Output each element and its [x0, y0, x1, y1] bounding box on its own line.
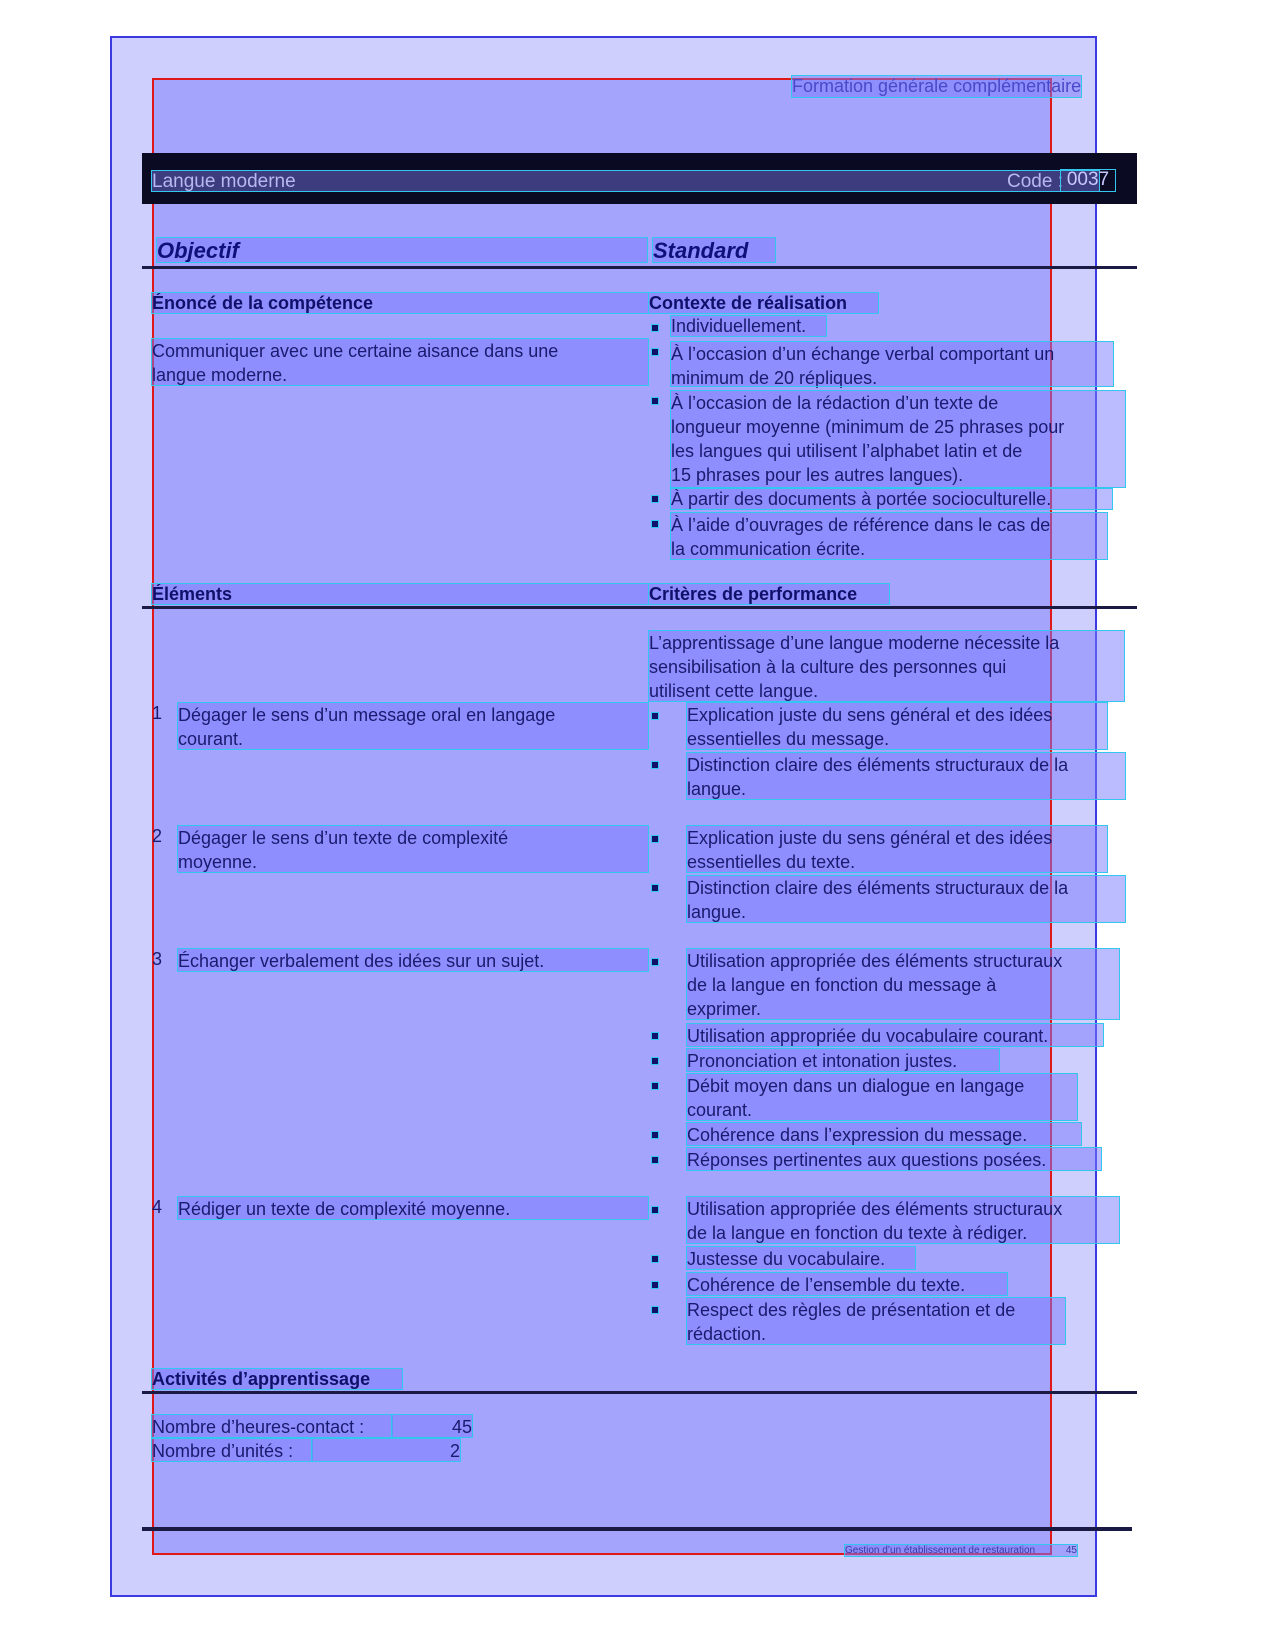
element-number: 3 [152, 949, 163, 969]
page-number: 45 [1065, 1545, 1077, 1556]
bullet [652, 1157, 658, 1163]
criteres-intro: L’apprentissage d’une langue moderne nécessite la sensibilisation à la culture des personnes qui utilisent cette langue. [649, 631, 1124, 701]
criterion: Respect des règles de présentation et de rédaction. [687, 1298, 1065, 1344]
bullet [652, 349, 658, 355]
bullet [652, 959, 658, 965]
element-number: 1 [152, 703, 163, 723]
element-text: Échanger verbalement des idées sur un sujet. [178, 949, 648, 971]
bullet [652, 713, 658, 719]
element-text: Dégager le sens d’un message oral en langage courant. [178, 703, 648, 749]
criterion: Utilisation appropriée du vocabulaire courant. [687, 1024, 1103, 1046]
bullet [652, 1282, 658, 1288]
criterion: Explication juste du sens général et des idées essentielles du message. [687, 703, 1107, 749]
elements-heading: Éléments [152, 584, 648, 604]
hours-value: 45 [392, 1415, 472, 1437]
bullet [652, 1058, 658, 1064]
bullet [652, 1256, 658, 1262]
criterion: Distinction claire des éléments structuraux de la langue. [687, 753, 1125, 799]
criterion: Cohérence de l’ensemble du texte. [687, 1273, 1007, 1295]
contexte-item: À partir des documents à portée socioculturelle. [671, 489, 1112, 509]
competence-text: Communiquer avec une certaine aisance dans une langue moderne. [152, 339, 648, 385]
bullet [652, 325, 658, 331]
bullet [652, 1207, 658, 1213]
criterion: Réponses pertinentes aux questions posées. [687, 1148, 1101, 1170]
units-value: 2 [312, 1439, 460, 1461]
criterion: Distinction claire des éléments structuraux de la langue. [687, 876, 1125, 922]
divider [142, 606, 1137, 609]
contexte-item: Individuellement. [671, 316, 826, 336]
divider [142, 266, 1137, 269]
bullet [652, 762, 658, 768]
divider [142, 1391, 1137, 1394]
criteres-heading: Critères de performance [649, 584, 889, 604]
program-header: Formation générale complémentaire [792, 76, 1082, 96]
bullet [652, 885, 658, 891]
units-label: Nombre d’unités : [152, 1439, 312, 1461]
contexte-item: À l’occasion d’un échange verbal comportant un minimum de 20 répliques. [671, 342, 1113, 386]
competence-heading: Énoncé de la compétence [152, 293, 648, 313]
bullet [652, 1132, 658, 1138]
criterion: Utilisation appropriée des éléments structuraux de la langue en fonction du message à exprimer. [687, 949, 1119, 1019]
code-label: Code : [1007, 171, 1063, 192]
standard-heading: Standard [653, 238, 775, 262]
criterion: Débit moyen dans un dialogue en langage courant. [687, 1074, 1077, 1120]
footer-text: Gestion d’un établissement de restauration 45 [845, 1545, 1077, 1556]
bullet [652, 836, 658, 842]
hours-label: Nombre d’heures-contact : [152, 1415, 392, 1437]
criterion: Justesse du vocabulaire. [687, 1247, 915, 1269]
bullet [652, 496, 658, 502]
contexte-item: À l’aide d’ouvrages de référence dans le cas de la communication écrite. [671, 513, 1107, 559]
footer-divider [142, 1527, 1132, 1531]
element-text: Dégager le sens d’un texte de complexité moyenne. [178, 826, 648, 872]
element-text: Rédiger un texte de complexité moyenne. [178, 1197, 648, 1219]
criterion: Cohérence dans l’expression du message. [687, 1123, 1081, 1145]
element-number: 2 [152, 826, 163, 846]
criterion: Explication juste du sens général et des idées essentielles du texte. [687, 826, 1107, 872]
activites-heading: Activités d’apprentissage [152, 1369, 402, 1389]
code-value: 0037 [1060, 169, 1116, 192]
bullet [652, 1307, 658, 1313]
course-title: Langue moderne [152, 171, 296, 192]
course-title-row [152, 171, 1099, 191]
criterion: Prononciation et intonation justes. [687, 1049, 999, 1071]
contexte-heading: Contexte de réalisation [649, 293, 878, 313]
bullet [652, 398, 658, 404]
bullet [652, 1033, 658, 1039]
bullet [652, 1083, 658, 1089]
element-number: 4 [152, 1197, 163, 1217]
bullet [652, 521, 658, 527]
criterion: Utilisation appropriée des éléments structuraux de la langue en fonction du texte à rédiger. [687, 1197, 1119, 1243]
contexte-item: À l’occasion de la rédaction d’un texte de longueur moyenne (minimum de 25 phrases pour les langues qui utilisent l’alphabet latin et de 15 phrases pour les autres langues). [671, 391, 1125, 487]
objectif-heading: Objectif [157, 238, 647, 262]
